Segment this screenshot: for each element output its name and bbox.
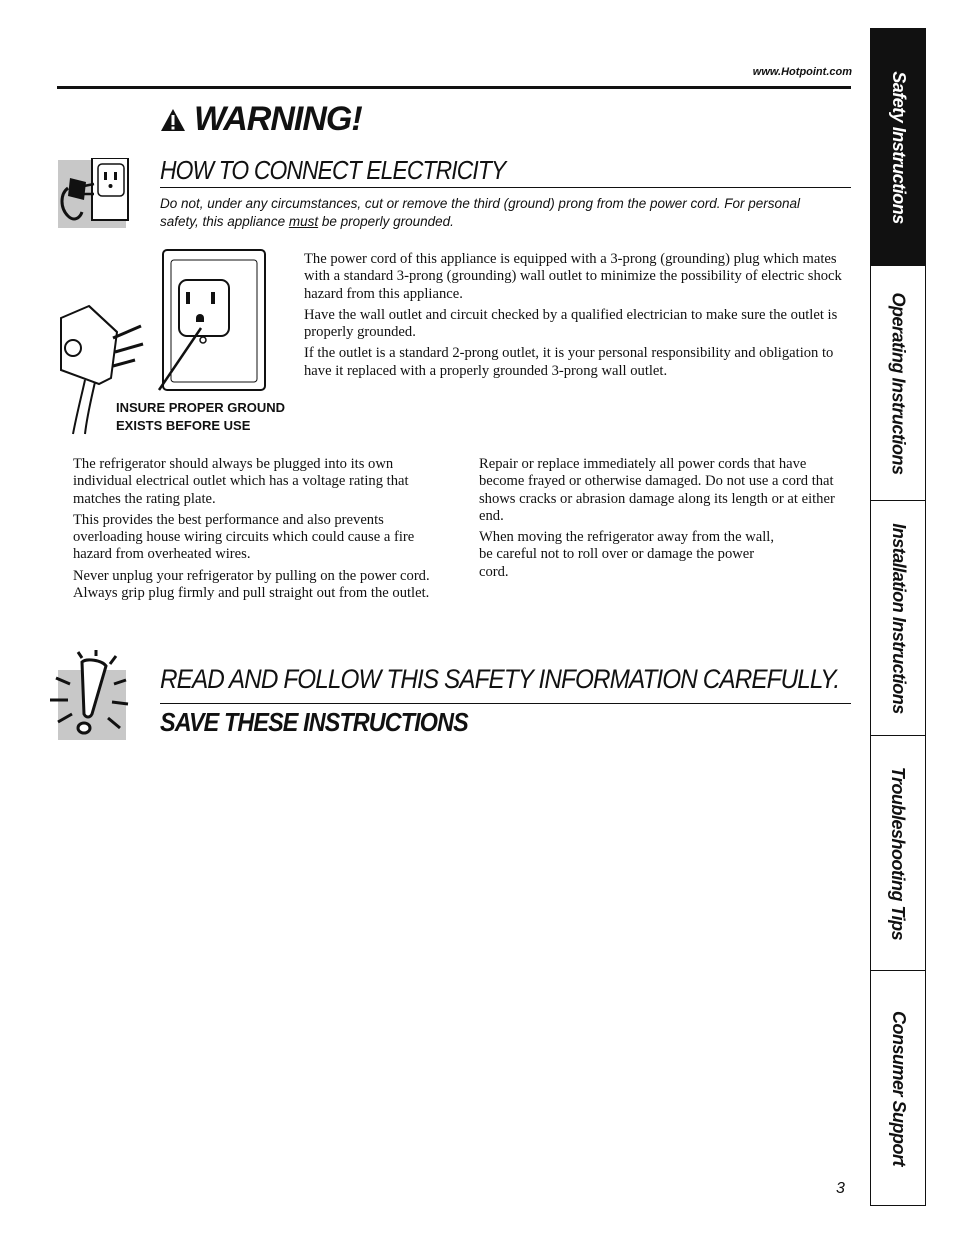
section-heading-read-follow: READ AND FOLLOW THIS SAFETY INFORMATION CAREFULLY. — [160, 664, 840, 694]
tab-safety-instructions[interactable]: Safety Instructions — [871, 29, 925, 266]
section-heading-connect-electricity: HOW TO CONNECT ELECTRICITY — [160, 155, 506, 185]
grounding-warning-text: Do not, under any circumstances, cut or remove the third (ground) prong from the power cord. For personal safety, this appliance must be properly grounded. — [160, 196, 801, 229]
section-rule — [160, 187, 851, 188]
save-instructions-heading: SAVE THESE INSTRUCTIONS — [160, 707, 468, 737]
paragraph: The power cord of this appliance is equipped with a 3-prong (grounding) plug which mates with a standard 3-prong (grounding) wall outlet to minimize the possibility of electric shock hazard from this appliance. — [304, 251, 842, 302]
tab-operating-instructions[interactable]: Operating Instructions — [871, 266, 925, 501]
column-left — [73, 456, 445, 606]
section-rule — [160, 703, 851, 704]
page-number: 3 — [836, 1180, 845, 1197]
paragraph: If the outlet is a standard 2-prong outlet, it is your personal responsibility and obligation to have it replaced with a properly grounded 3-prong wall outlet. — [304, 345, 834, 379]
paragraph: This provides the best performance and also prevents overloading house wiring circuits which could cause a fire hazard from overheated wires. — [73, 511, 415, 563]
column-right — [479, 456, 849, 585]
tab-consumer-support[interactable]: Consumer Support — [888, 1010, 909, 1166]
tab-troubleshooting-tips[interactable]: Troubleshooting Tips — [871, 736, 925, 971]
warning-title-text: WARNING! — [194, 100, 362, 138]
warning-title — [160, 100, 362, 139]
site-url: www.Hotpoint.com — [752, 66, 852, 78]
tab-installation-instructions[interactable]: Installation Instructions — [871, 501, 925, 736]
section-tabs — [870, 28, 926, 1206]
paragraph: When moving the refrigerator away from the wall, be careful not to roll over or damage the power cord. — [479, 529, 775, 580]
warning-triangle-icon — [160, 108, 186, 132]
plug-outlet-icon — [58, 158, 128, 230]
grounding-explanation — [304, 251, 844, 384]
paragraph: Never unplug your refrigerator by pulling on the power cord. Always grip plug firmly and pull straight out from the outlet. — [73, 567, 430, 602]
paragraph: Repair or replace immediately all power cords that have become frayed or otherwise damaged. Do not use a cord that shows cracks or abrasion damage along its length or at either end. — [479, 456, 835, 524]
exclamation-warning-icon — [46, 648, 130, 742]
top-rule — [57, 86, 851, 89]
paragraph: The refrigerator should always be plugged into its own individual electrical outlet which has a voltage rating that matches the rating plate. — [73, 456, 409, 507]
paragraph: Have the wall outlet and circuit checked by a qualified electrician to make sure the outlet is properly grounded. — [304, 306, 838, 341]
illustration-caption: INSURE PROPER GROUND EXISTS BEFORE USE — [116, 400, 286, 433]
